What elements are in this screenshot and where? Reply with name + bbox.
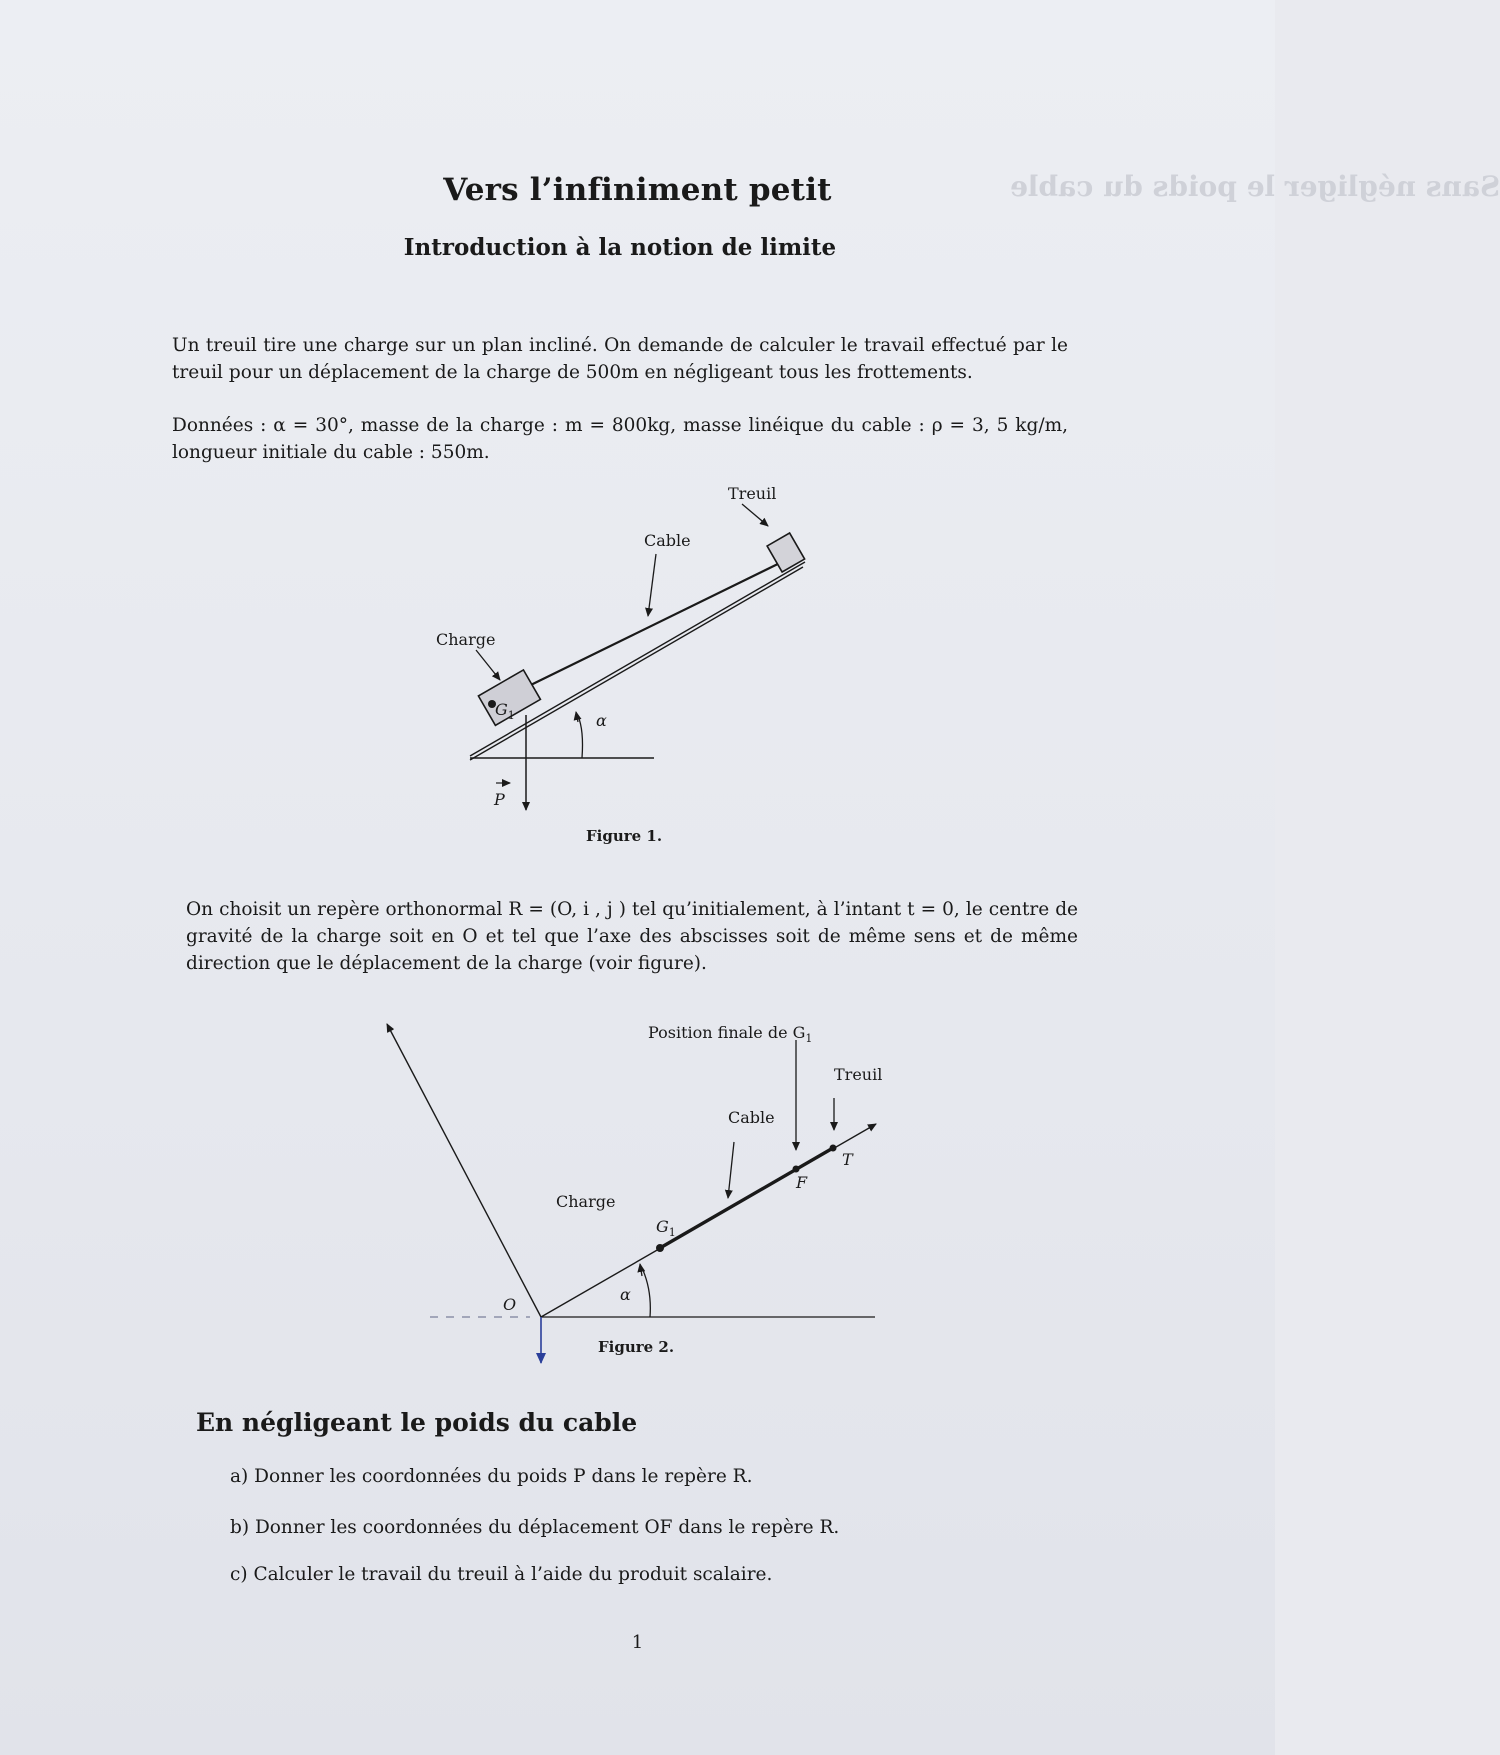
page-subtitle: Introduction à la notion de limite <box>403 234 837 261</box>
fig1-g1-label: $G_1$ <box>495 700 515 722</box>
page-number: 1 <box>631 1632 644 1653</box>
load-pointer <box>476 650 500 680</box>
question-b: b) Donner les coordonnées du déplacement OF dans le repère R. <box>230 1517 840 1538</box>
fig2-final-position-label: Position finale de $G_1$ <box>648 1023 813 1045</box>
fig1-winch-label: Treuil <box>728 484 777 503</box>
fig2-g1-point <box>656 1244 664 1252</box>
cable-line <box>492 558 790 704</box>
question-a: a) Donner les coordonnées du poids P dans le repère R. <box>230 1466 753 1487</box>
fig2-t-point <box>830 1145 837 1152</box>
data-paragraph: Données : α = 30°, masse de la charge : m = 800kg, masse linéique du cable : ρ = 3, 5 kg/m, longueur initiale du cable : 550m. <box>172 415 1068 463</box>
fig1-cable-label: Cable <box>644 531 691 550</box>
page-title: Vers l’infiniment petit <box>443 172 832 208</box>
question-c: c) Calculer le travail du treuil à l’aide du produit scalaire. <box>230 1564 773 1585</box>
fig2-g1-label: $G_1$ <box>656 1217 676 1239</box>
angle-arc <box>578 716 583 758</box>
incline-line-top <box>470 562 805 756</box>
cable-pointer <box>648 554 656 616</box>
figure-1-caption: Figure 1. <box>586 827 663 845</box>
fig1-load-label: Charge <box>436 630 496 649</box>
bleed-through-text: Sans négliger le poids du cable <box>1010 170 1500 203</box>
fig2-winch-label: Treuil <box>834 1065 883 1084</box>
fig2-alpha-label: α <box>620 1285 631 1304</box>
fig2-origin-label: O <box>503 1295 517 1314</box>
frame-paragraph: On choisit un repère orthonormal R = (O, i , j ) tel qu’initialement, à l’intant t = 0, le centre de gravité de la charge soit en O et tel que l’axe des abscisses soit de même sens et de même direction que le déplacement de la charge (voir figure). <box>186 899 1078 974</box>
fig2-f-point <box>793 1166 800 1173</box>
fig2-angle-arc <box>642 1268 650 1317</box>
winch-pointer <box>742 504 768 526</box>
fig2-cable-label: Cable <box>728 1108 775 1127</box>
fig2-f-label: F <box>796 1173 808 1192</box>
section-title: En négligeant le poids du cable <box>196 1408 638 1437</box>
fig2-y-axis <box>387 1024 541 1317</box>
fig2-displacement <box>660 1148 833 1248</box>
fig2-t-label: T <box>842 1150 853 1169</box>
fig2-cable-pointer <box>728 1142 734 1198</box>
incline-line-bottom <box>470 567 803 760</box>
fig1-alpha-label: α <box>596 711 607 730</box>
intro-paragraph: Un treuil tire une charge sur un plan incliné. On demande de calculer le travail effectué par le treuil pour un déplacement de la charge de 500m en négligeant tous les frottements. <box>172 335 1068 383</box>
fig2-load-label: Charge <box>556 1192 616 1211</box>
figure-2-caption: Figure 2. <box>598 1338 675 1356</box>
fig1-weight-label: P <box>494 790 505 809</box>
